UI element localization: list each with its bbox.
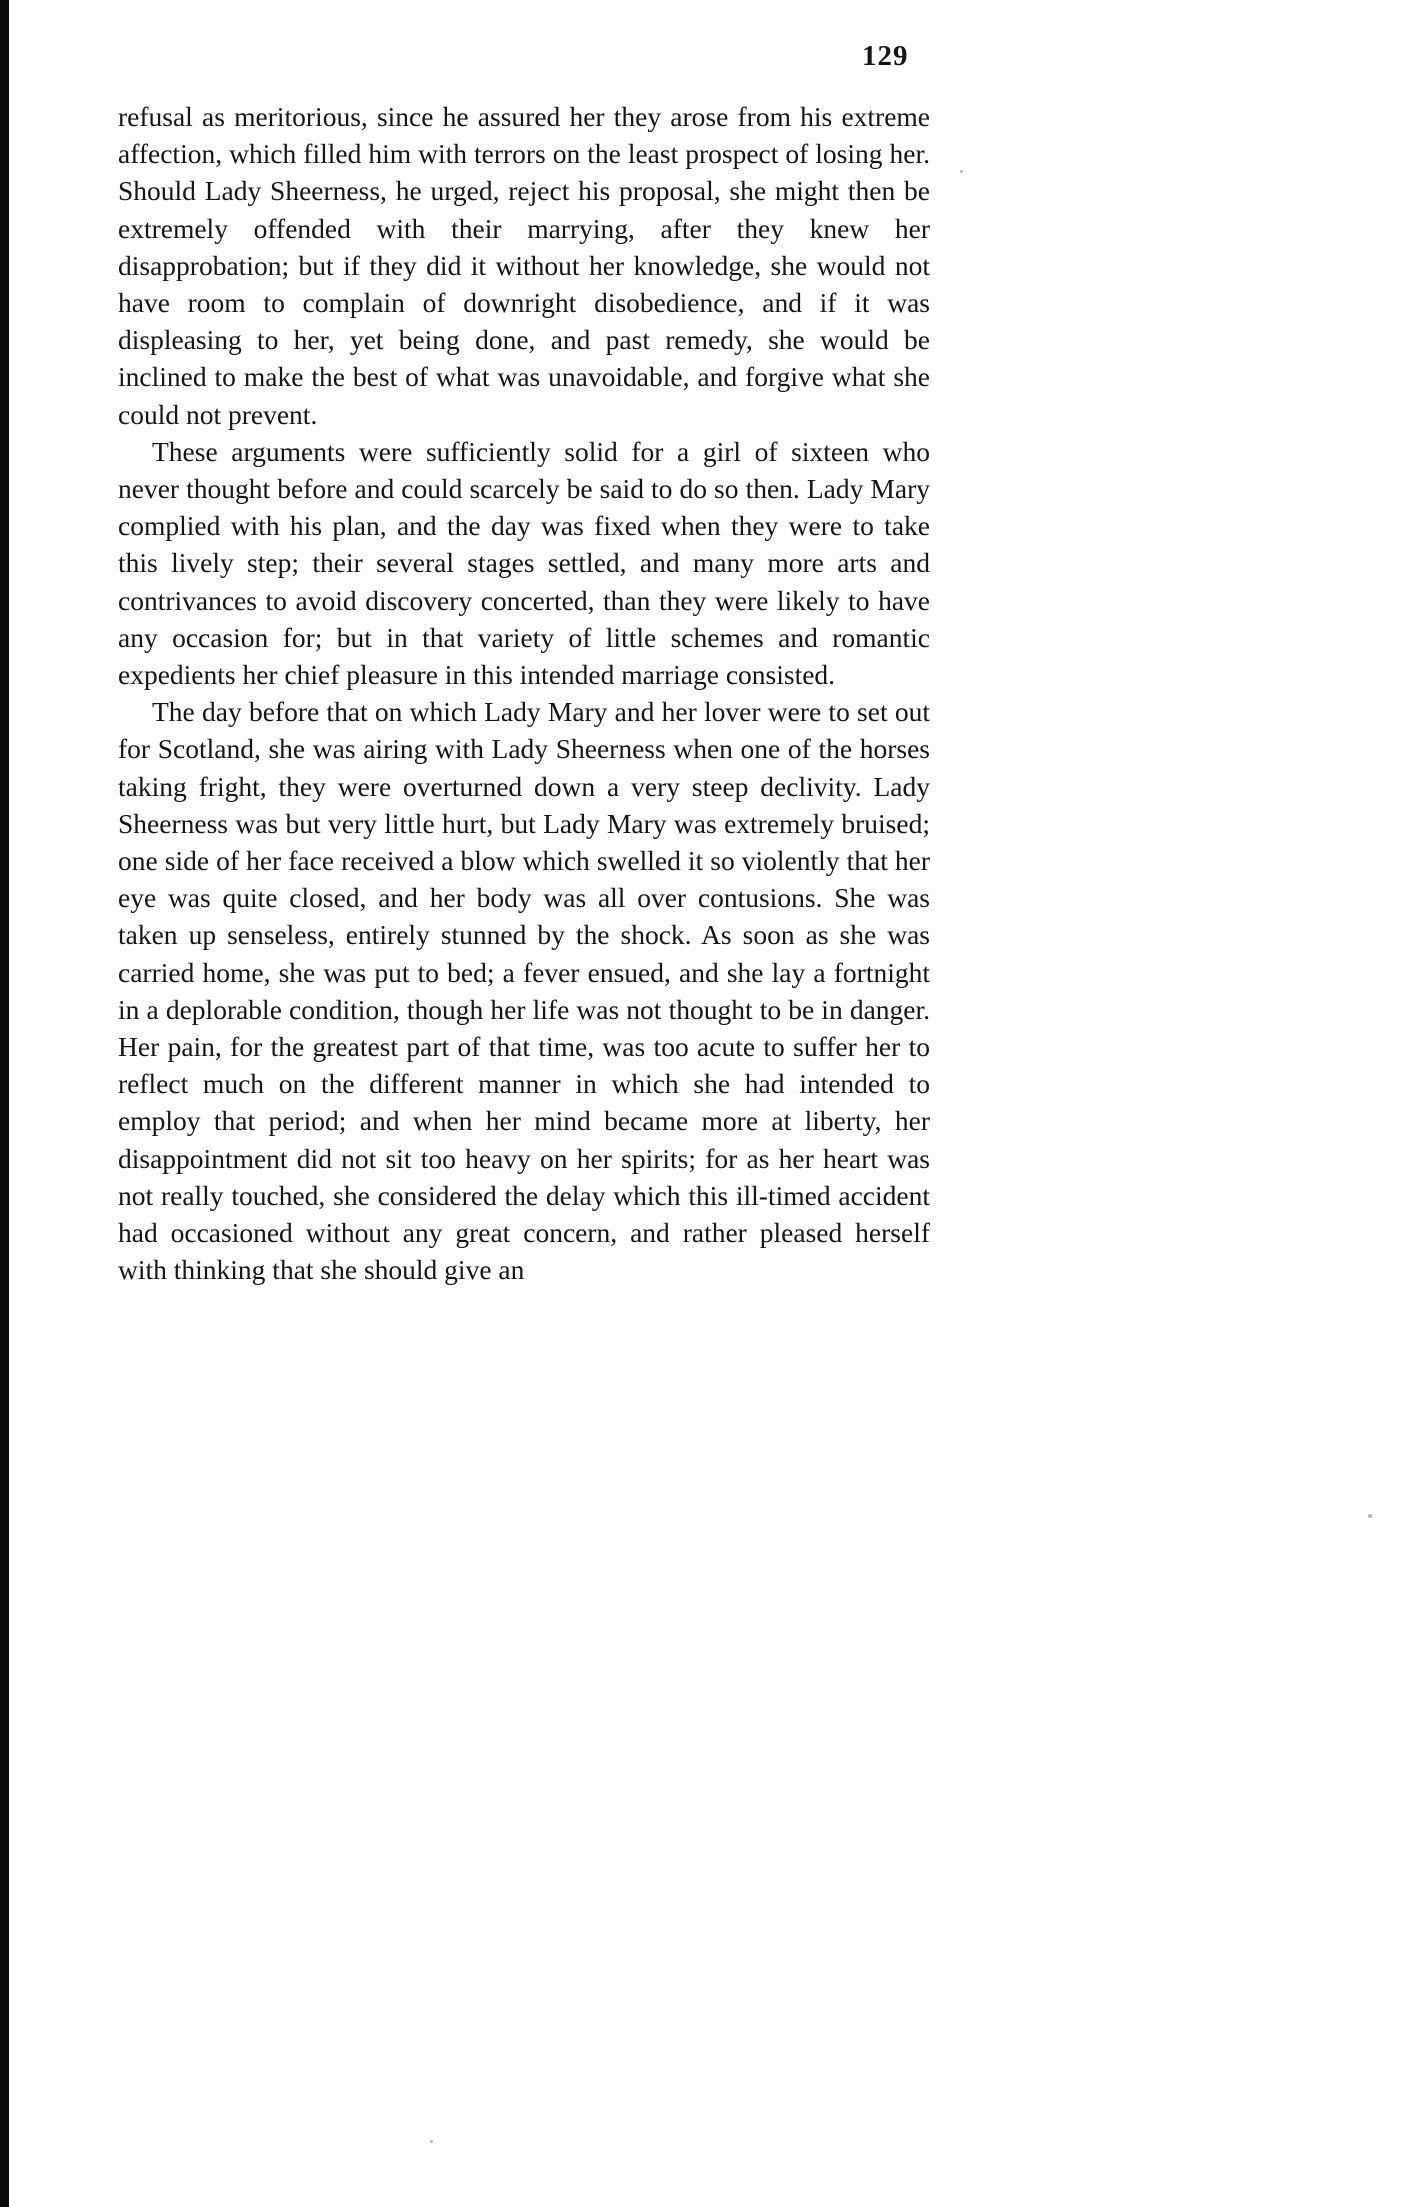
scan-speck (960, 170, 963, 173)
body-paragraph: These arguments were sufficiently solid for a girl of sixteen who never thought before and could scarcely be said to do so then. Lady Mary complied with his plan, and the day was fixed when they were to take this lively step; their several stages settled, and many more arts and contrivances to avoid discovery concerted, than they were likely to have any occasion for; but in that variety of little schemes and romantic expedients her chief pleasure in this intended marriage consisted. (118, 435, 930, 691)
page-number: 129 (862, 40, 909, 72)
body-paragraph: refusal as meritorious, since he assured her they arose from his extreme affection, which filled him with terrors on the least prospect of losing her. Should Lady Sheerness, he urged, reject his proposal, she might then be extremely offended with their marrying, after they knew her disapprobation; but if they did it without her knowledge, she would not have room to complain of downright disobedience, and if it was displeasing to her, yet being done, and past remedy, she would be inclined to make the best of what was unavoidable, and forgive what she could not prevent. (118, 101, 930, 430)
page-text-block (118, 98, 930, 1289)
scan-speck (1368, 1514, 1372, 1518)
scan-edge-shadow (0, 0, 9, 2207)
body-paragraph: The day before that on which Lady Mary and her lover were to set out for Scotland, she was airing with Lady Sheerness when one of the horses taking fright, they were overturned down a very steep declivity. Lady Sheerness was but very little hurt, but Lady Mary was extremely bruised; one side of her face received a blow which swelled it so violently that her eye was quite closed, and her body was all over contusions. She was taken up senseless, entirely stunned by the shock. As soon as she was carried home, she was put to bed; a fever ensued, and she lay a fortnight in a deplorable condition, though her life was not thought to be in danger. Her pain, for the greatest part of that time, was too acute to suffer her to reflect much on the different manner in which she had intended to employ that period; and when her mind became more at liberty, her disappointment did not sit too heavy on her spirits; for as her heart was not really touched, she considered the delay which this ill-timed accident had occasioned without any great concern, and rather pleased herself with thinking that she should give an (118, 696, 930, 1286)
scan-speck (430, 2140, 433, 2143)
